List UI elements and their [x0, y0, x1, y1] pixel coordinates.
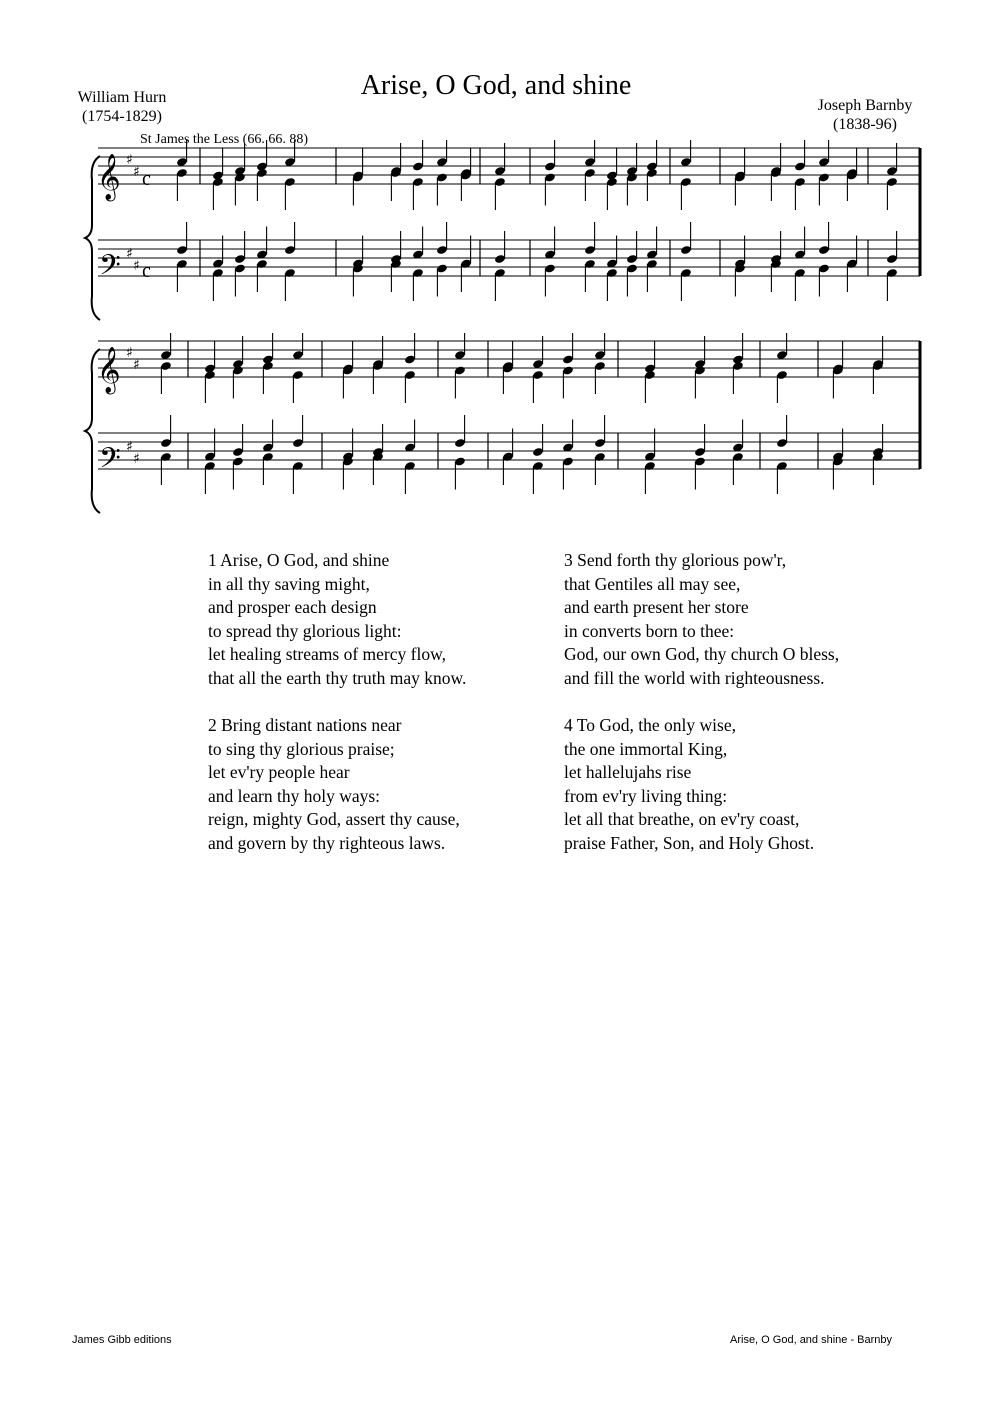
notehead: [562, 333, 574, 365]
composer-credit: [800, 96, 930, 134]
notehead: [694, 365, 706, 398]
lyricist-name: William Hurn: [77, 89, 167, 106]
notehead: [284, 268, 296, 301]
notehead: [644, 370, 656, 403]
verse-line: that all the earth thy truth may know.: [208, 667, 467, 688]
notehead: [204, 461, 216, 494]
notehead: [454, 415, 466, 448]
notehead: [818, 222, 830, 255]
verse-line: and fill the world with righteousness.: [564, 667, 825, 688]
notehead: [204, 370, 216, 403]
notehead: [262, 420, 274, 453]
notehead: [256, 259, 268, 292]
notehead: [234, 263, 246, 296]
verse-2: [208, 714, 460, 856]
verse-line: 3 Send forth thy glorious pow'r,: [564, 550, 787, 570]
notehead: [732, 452, 744, 485]
notehead: [606, 148, 618, 181]
notehead: [818, 263, 830, 296]
tune-name: St James the Less (66. 66. 88): [140, 132, 308, 147]
key-signature: [126, 152, 140, 274]
svg-text:♯: ♯: [126, 246, 133, 262]
notehead: [606, 177, 618, 210]
verse-line: to spread thy glorious light:: [208, 620, 402, 641]
notehead: [256, 227, 268, 260]
notehead: [176, 140, 188, 167]
svg-text:♯: ♯: [126, 345, 133, 361]
notehead: [284, 140, 296, 167]
notehead: [562, 456, 574, 489]
lyricist-credit: [62, 88, 182, 126]
music-system-2: [0, 333, 992, 523]
lyricist-dates: (1754-1829): [82, 108, 162, 125]
svg-text:c: c: [142, 260, 151, 282]
notehead: [732, 420, 744, 453]
notehead: [284, 222, 296, 255]
svg-text:♯: ♯: [126, 152, 133, 168]
notehead: [292, 370, 304, 403]
notehead: [544, 263, 556, 296]
notehead: [532, 424, 544, 457]
notehead: [794, 177, 806, 210]
notehead: [562, 365, 574, 398]
notehead: [644, 341, 656, 374]
verse-line: and prosper each design: [208, 597, 377, 618]
notehead: [770, 231, 782, 264]
staff-lines: [98, 341, 920, 469]
notehead: [212, 148, 224, 181]
notehead: [626, 231, 638, 264]
verse-line: in converts born to thee:: [564, 620, 735, 641]
notehead: [886, 231, 898, 264]
notehead: [404, 333, 416, 365]
hymn-title: Arise, O God, and shine: [360, 70, 632, 101]
notehead: [776, 333, 788, 360]
notehead: [846, 259, 858, 292]
notehead: [204, 341, 216, 374]
notehead: [532, 461, 544, 494]
notehead: [412, 268, 424, 301]
notehead: [832, 456, 844, 489]
verse-line: let hallelujahs rise: [564, 762, 692, 783]
verse-line: 4 To God, the only wise,: [564, 715, 736, 735]
music-system-1: [0, 140, 992, 330]
notehead: [436, 172, 448, 205]
noteheads: [176, 140, 898, 301]
notehead: [594, 415, 606, 448]
notehead: [262, 333, 274, 365]
notehead: [284, 177, 296, 210]
notehead: [776, 370, 788, 403]
notehead: [544, 172, 556, 205]
verse-line: and govern by thy righteous laws.: [208, 832, 446, 853]
notehead: [818, 172, 830, 205]
verse-4: [564, 714, 814, 856]
notehead: [606, 268, 618, 301]
notehead: [680, 222, 692, 255]
notehead: [232, 365, 244, 398]
verse-3: [564, 549, 839, 691]
notehead: [352, 172, 364, 205]
verse-line: 2 Bring distant nations near: [208, 715, 402, 735]
bass-clef: [99, 249, 121, 289]
notehead: [644, 461, 656, 494]
notehead: [262, 452, 274, 485]
notehead: [404, 420, 416, 453]
notehead: [732, 333, 744, 365]
notehead: [372, 424, 384, 457]
notehead: [832, 365, 844, 398]
svg-text:♯: ♯: [133, 357, 140, 373]
verse-line: that Gentiles all may see,: [564, 573, 741, 594]
notehead: [234, 231, 246, 264]
notehead: [594, 452, 606, 485]
svg-text:𝄢: 𝄢: [99, 249, 121, 289]
verse-line: 1 Arise, O God, and shine: [208, 550, 390, 570]
verse-line: the one immortal King,: [564, 738, 728, 759]
notehead: [494, 231, 506, 264]
notehead: [680, 268, 692, 301]
bass-clef: [99, 442, 121, 482]
notehead: [776, 415, 788, 448]
notehead: [212, 177, 224, 210]
notehead: [886, 268, 898, 301]
notehead: [212, 268, 224, 301]
notehead: [734, 263, 746, 296]
notehead: [234, 172, 246, 205]
notehead: [818, 140, 830, 167]
notehead: [454, 333, 466, 360]
notehead: [694, 424, 706, 457]
notehead: [646, 140, 658, 172]
composer-dates: (1838-96): [833, 116, 897, 133]
notehead: [502, 452, 514, 485]
notehead: [436, 263, 448, 296]
notehead: [626, 172, 638, 205]
notehead: [460, 259, 472, 292]
notehead: [160, 452, 172, 485]
notehead: [390, 231, 402, 264]
verse-line: in all thy saving might,: [208, 573, 370, 594]
svg-text:𝄞: 𝄞: [97, 347, 121, 393]
notehead: [646, 227, 658, 260]
verse-line: and learn thy holy ways:: [208, 785, 381, 806]
svg-text:♯: ♯: [133, 451, 140, 467]
notehead: [794, 140, 806, 172]
notehead: [160, 333, 172, 360]
svg-text:c: c: [142, 168, 151, 190]
treble-clef: [97, 154, 121, 202]
notehead: [694, 456, 706, 489]
notehead: [734, 172, 746, 205]
footer-publisher: James Gibb editions: [72, 1334, 172, 1346]
notehead: [794, 227, 806, 260]
notehead: [494, 177, 506, 210]
notehead: [544, 227, 556, 260]
verse-line: God, our own God, thy church O bless,: [564, 644, 840, 665]
treble-clef: [97, 347, 121, 395]
verse-line: let healing streams of mercy flow,: [208, 644, 446, 665]
notehead: [872, 424, 884, 457]
notehead: [412, 177, 424, 210]
notehead: [646, 259, 658, 292]
notehead: [412, 227, 424, 260]
notehead: [352, 263, 364, 296]
notehead: [176, 222, 188, 255]
notehead: [436, 140, 448, 167]
notehead: [372, 452, 384, 485]
svg-text:𝄢: 𝄢: [99, 442, 121, 482]
footer-page-label: Arise, O God, and shine - Barnby: [730, 1334, 893, 1346]
notehead: [232, 424, 244, 457]
verse-1: [208, 549, 466, 691]
verse-line: and earth present her store: [564, 597, 749, 618]
verse-line: to sing thy glorious praise;: [208, 738, 395, 759]
notehead: [160, 415, 172, 448]
composer-name: Joseph Barnby: [817, 97, 913, 114]
notehead: [436, 222, 448, 255]
svg-text:♯: ♯: [133, 258, 140, 274]
notehead: [404, 461, 416, 494]
notehead: [562, 420, 574, 453]
notehead: [680, 177, 692, 210]
svg-text:♯: ♯: [126, 439, 133, 455]
notehead: [256, 140, 268, 172]
notehead: [342, 365, 354, 398]
verse-line: praise Father, Son, and Holy Ghost.: [564, 832, 815, 853]
notehead: [390, 259, 402, 292]
notehead: [292, 415, 304, 448]
verse-line: reign, mighty God, assert thy cause,: [208, 809, 460, 830]
key-signature: [126, 345, 140, 467]
notehead: [404, 370, 416, 403]
notehead: [872, 452, 884, 485]
notehead: [292, 461, 304, 494]
notehead: [594, 333, 606, 360]
notehead: [494, 268, 506, 301]
svg-text:♯: ♯: [133, 164, 140, 180]
svg-text:𝄞: 𝄞: [97, 154, 121, 200]
notehead: [532, 370, 544, 403]
notehead: [776, 461, 788, 494]
noteheads: [160, 333, 884, 494]
notehead: [412, 140, 424, 172]
notehead: [342, 456, 354, 489]
notehead: [454, 365, 466, 398]
verse-line: let ev'ry people hear: [208, 762, 350, 783]
notehead: [584, 259, 596, 292]
notehead: [232, 456, 244, 489]
notehead: [584, 222, 596, 255]
barlines: [188, 341, 920, 469]
notehead: [454, 456, 466, 489]
notehead: [680, 140, 692, 167]
notehead: [176, 259, 188, 292]
notehead: [886, 177, 898, 210]
barlines: [200, 148, 920, 276]
notehead: [584, 140, 596, 167]
notehead: [544, 140, 556, 172]
verse-line: from ev'ry living thing:: [564, 785, 728, 806]
notehead: [794, 268, 806, 301]
notehead: [770, 259, 782, 292]
verse-line: let all that breathe, on ev'ry coast,: [564, 809, 800, 830]
notehead: [626, 263, 638, 296]
notehead: [292, 333, 304, 360]
time-signature: [142, 168, 151, 282]
